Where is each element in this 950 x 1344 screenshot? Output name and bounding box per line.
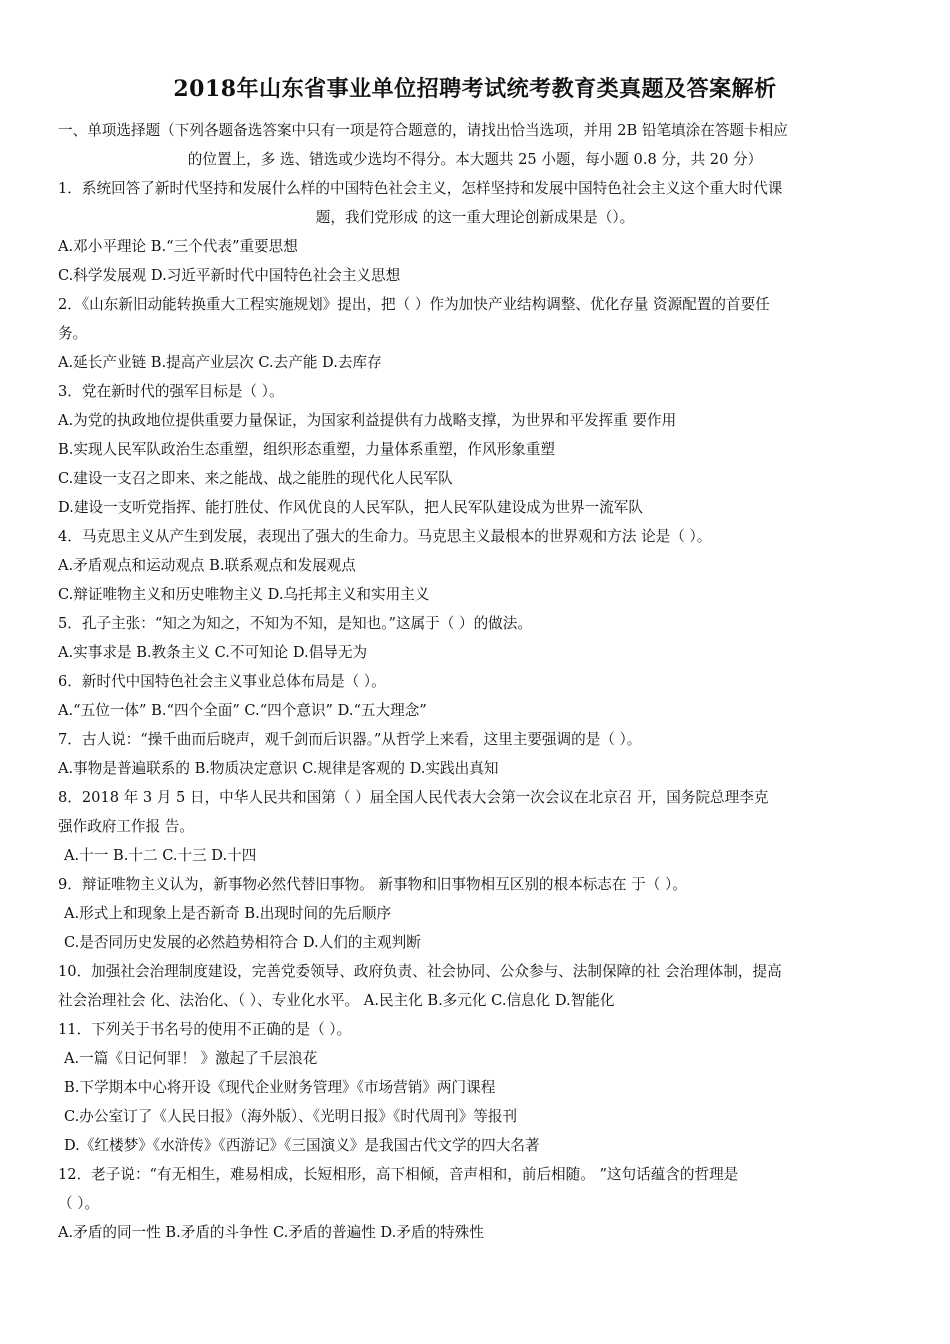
question-12-stem: 12．老子说：“有无相生，难易相成，长短相形，高下相倾，音声相和，前后相随。 ”这句话蕴含的哲理是 xyxy=(58,1166,739,1183)
question-11-stem: 11．下列关于书名号的使用不正确的是（ ）。 xyxy=(58,1021,352,1038)
question-11-option-c: C.办公室订了《人民日报》（海外版）、《光明日报》《时代周刊》等报刊 xyxy=(64,1108,518,1125)
question-9-stem: 9．辩证唯物主义认为，新事物必然代替旧事物。 新事物和旧事物相互区别的根本标志在 于（ ）。 xyxy=(58,876,687,893)
question-3-option-b: B.实现人民军队政治生态重塑，组织形态重塑，力量体系重塑，作风形象重塑 xyxy=(58,441,555,458)
question-10-stem-cont: 社会治理社会 化、法治化、（ ）、专业化水平。 A.民主化 B.多元化 C.信息化 D.智能化 xyxy=(58,992,615,1009)
question-11-option-a: A.一篇《日记何罪！ 》激起了千层浪花 xyxy=(64,1050,318,1067)
question-8-stem: 8．2018 年 3 月 5 日，中华人民共和国第（ ）届全国人民代表大会第一次会议在北京召 开，国务院总理李克 xyxy=(58,789,769,806)
question-12-stem-cont: （ ）。 xyxy=(58,1195,100,1212)
question-12-options: A.矛盾的同一性 B.矛盾的斗争性 C.矛盾的普遍性 D.矛盾的特殊性 xyxy=(58,1224,484,1241)
question-1-options-cd: C.科学发展观 D.习近平新时代中国特色社会主义思想 xyxy=(58,267,401,284)
section-instructions-line-1: 一、单项选择题（下列各题备选答案中只有一项是符合题意的，请找出恰当选项，并用 2B 铅笔填涂在答题卡相应 xyxy=(58,122,788,139)
question-4-options-ab: A.矛盾观点和运动观点 B.联系观点和发展观点 xyxy=(58,557,356,574)
question-3-option-c: C.建设一支召之即来、来之能战、战之能胜的现代化人民军队 xyxy=(58,470,453,487)
question-1-options-ab: A.邓小平理论 B.“三个代表”重要思想 xyxy=(58,238,298,255)
question-9-options-cd: C.是否同历史发展的必然趋势相符合 D.人们的主观判断 xyxy=(64,934,421,951)
question-5-stem: 5．孔子主张：“知之为知之，不知为不知，是知也。”这属于（ ）的做法。 xyxy=(58,615,532,632)
page-title: 2018年山东省事业单位招聘考试统考教育类真题及答案解析 xyxy=(173,76,777,102)
question-list xyxy=(58,116,892,1247)
question-6-options: A.“五位一体” B.“四个全面” C.“四个意识” D.“五大理念” xyxy=(58,702,427,719)
question-2-stem-cont: 务。 xyxy=(58,325,88,342)
question-6-stem: 6．新时代中国特色社会主义事业总体布局是（ ）。 xyxy=(58,673,386,690)
question-9-options-ab: A.形式上和现象上是否新奇 B.出现时间的先后顺序 xyxy=(64,905,392,922)
question-4-stem: 4．马克思主义从产生到发展，表现出了强大的生命力。马克思主义最根本的世界观和方法 论是（ ）。 xyxy=(58,528,712,545)
question-3-stem: 3．党在新时代的强军目标是（ ）。 xyxy=(58,383,284,400)
question-4-options-cd: C.辩证唯物主义和历史唯物主义 D.乌托邦主义和实用主义 xyxy=(58,586,430,603)
question-7-options: A.事物是普遍联系的 B.物质决定意识 C.规律是客观的 D.实践出真知 xyxy=(58,760,499,777)
question-7-stem: 7．古人说：“操千曲而后晓声，观千剑而后识器。”从哲学上来看，这里主要强调的是（ ）。 xyxy=(58,731,642,748)
question-3-option-a: A.为党的执政地位提供重要力量保证，为国家利益提供有力战略支撑，为世界和平发挥重 要作用 xyxy=(58,412,677,429)
question-8-options: A.十一 B.十二 C.十三 D.十四 xyxy=(64,847,257,864)
question-11-option-b: B.下学期本中心将开设《现代企业财务管理》《市场营销》两门课程 xyxy=(64,1079,496,1096)
question-3-option-d: D.建设一支听党指挥、能打胜仗、作风优良的人民军队，把人民军队建设成为世界一流军队 xyxy=(58,499,643,516)
question-8-stem-cont: 强作政府工作报 告。 xyxy=(58,818,194,835)
question-5-options: A.实事求是 B.教条主义 C.不可知论 D.倡导无为 xyxy=(58,644,368,661)
question-10-stem: 10．加强社会治理制度建设，完善党委领导、政府负责、社会协同、公众参与、法制保障的社 会治理体制，提高 xyxy=(58,963,782,980)
question-11-option-d: D.《红楼梦》《水浒传》《西游记》《三国演义》是我国古代文学的四大名著 xyxy=(64,1137,540,1154)
question-1-stem: 1．系统回答了新时代坚持和发展什么样的中国特色社会主义，怎样坚持和发展中国特色社会主义这个重大时代课 xyxy=(58,180,783,197)
section-instructions-line-2: 的位置上，多 选、错选或少选均不得分。本大题共 25 小题，每小题 0.8 分，共 20 分） xyxy=(187,151,763,168)
question-2-stem: 2．《山东新旧动能转换重大工程实施规划》提出，把（ ）作为加快产业结构调整、优化存量 资源配置的首要任 xyxy=(58,296,770,313)
question-1-stem-cont: 题，我们党形成 的这一重大理论创新成果是（）。 xyxy=(315,209,635,226)
question-2-options: A.延长产业链 B.提高产业层次 C.去产能 D.去库存 xyxy=(58,354,382,371)
